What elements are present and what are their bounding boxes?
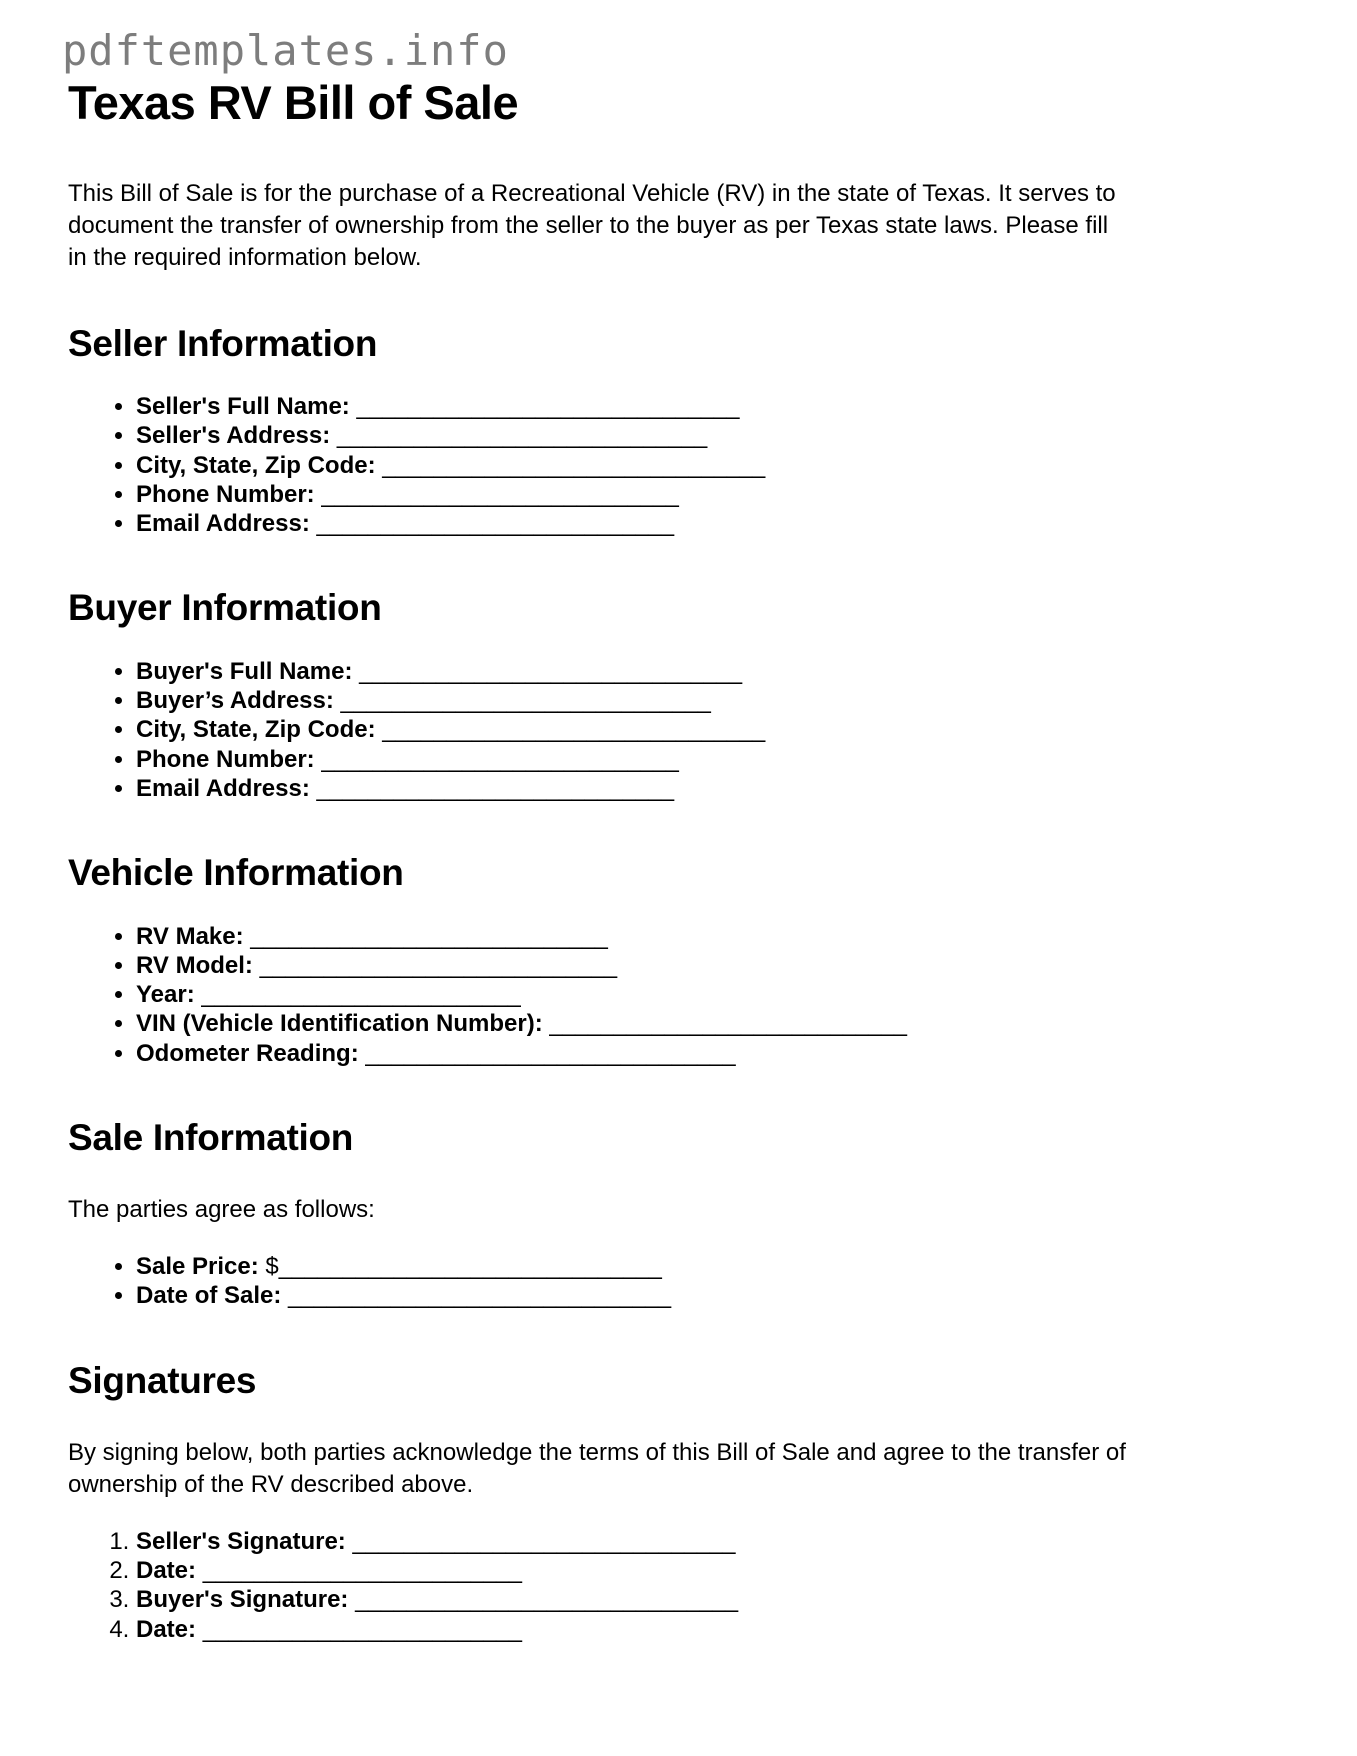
fill-in-line[interactable]: ____________________________ (259, 951, 617, 979)
field-label: Email Address: (136, 510, 310, 538)
list-item (136, 922, 1277, 951)
field-label: VIN (Vehicle Identification Number): (136, 1010, 543, 1038)
list-item (136, 1281, 1277, 1310)
fill-in-line[interactable]: ______________________________ (352, 1527, 735, 1555)
list-item (136, 1009, 1277, 1038)
list-item (136, 951, 1277, 980)
seller-field-list (30, 392, 1277, 538)
field-label: Seller's Full Name: (136, 393, 350, 421)
field-label: RV Model: (136, 951, 253, 979)
list-item (136, 1556, 1277, 1585)
section-heading-sale: Sale Information (68, 1116, 354, 1158)
section-heading-buyer: Buyer Information (68, 587, 382, 629)
list-item (136, 715, 1277, 744)
sale-intro-text: The parties agree as follows: (68, 1196, 375, 1224)
fill-in-line[interactable]: ______________________________ (355, 1586, 738, 1614)
list-item (136, 745, 1277, 774)
list-item (136, 686, 1277, 715)
intro-paragraph: This Bill of Sale is for the purchase of a Recreational Vehicle (RV) in the state of Texas. It serves to document the transfer of ownership from the seller to the buyer as per Texas state laws. Please fill in the required information below. (68, 180, 1116, 271)
field-label: Date: (136, 1557, 197, 1585)
buyer-field-list (30, 657, 1277, 803)
field-label: Phone Number: (136, 745, 315, 773)
list-item (136, 657, 1277, 686)
page-title: Texas RV Bill of Sale (68, 76, 519, 129)
field-label: Buyer's Signature: (136, 1586, 349, 1614)
fill-in-line[interactable]: ______________________________ (359, 657, 742, 685)
fill-in-line[interactable]: ____________________________ (316, 510, 674, 538)
list-item (136, 774, 1277, 803)
fill-in-line[interactable]: ______________________________ (382, 451, 765, 479)
field-label: RV Make: (136, 922, 244, 950)
list-item (136, 980, 1277, 1009)
signature-field-list (30, 1527, 1277, 1644)
field-label: Sale Price: (136, 1253, 259, 1281)
section-heading-vehicle: Vehicle Information (68, 852, 404, 894)
fill-in-line[interactable]: ______________________________ (288, 1282, 671, 1310)
field-label: Date: (136, 1615, 197, 1643)
list-item (136, 1252, 1277, 1281)
fill-in-line[interactable]: ____________________________ (250, 922, 608, 950)
fill-in-line[interactable]: ______________________________ (356, 393, 739, 421)
fill-in-line[interactable]: _____________________________ (340, 687, 711, 715)
field-label: Buyer’s Address: (136, 687, 334, 715)
field-label: Email Address: (136, 774, 310, 802)
field-label: Seller's Signature: (136, 1527, 346, 1555)
list-item (136, 509, 1277, 538)
fill-in-line[interactable]: _________________________ (202, 1557, 522, 1585)
field-label: City, State, Zip Code: (136, 716, 376, 744)
field-label: Year: (136, 981, 195, 1009)
site-watermark: pdftemplates.info (62, 26, 509, 75)
vehicle-field-list (30, 922, 1277, 1068)
list-item (136, 421, 1277, 450)
fill-in-line[interactable]: ____________________________ (321, 745, 679, 773)
list-item (136, 480, 1277, 509)
field-label: Buyer's Full Name: (136, 657, 353, 685)
field-label: Phone Number: (136, 480, 315, 508)
field-label: City, State, Zip Code: (136, 451, 376, 479)
fill-in-line[interactable]: _________________________ (201, 981, 521, 1009)
field-label: Seller's Address: (136, 422, 331, 450)
signatures-intro-text: By signing below, both parties acknowledge the terms of this Bill of Sale and agree to the transfer of ownership of the RV described above. (68, 1439, 1126, 1499)
field-label: Date of Sale: (136, 1282, 282, 1310)
list-item (136, 1585, 1277, 1614)
section-heading-seller: Seller Information (68, 322, 378, 364)
fill-in-line[interactable]: _________________________ (202, 1615, 522, 1643)
list-item (136, 1615, 1277, 1644)
list-item (136, 1527, 1277, 1556)
fill-in-line[interactable]: ____________________________ (321, 480, 679, 508)
fill-in-line[interactable]: ______________________________ (382, 716, 765, 744)
fill-in-line[interactable]: _____________________________ (336, 422, 707, 450)
field-label: Odometer Reading: (136, 1039, 359, 1067)
fill-in-line[interactable]: _____________________________ (365, 1039, 736, 1067)
section-heading-signatures: Signatures (68, 1359, 257, 1401)
fill-in-line[interactable]: ____________________________ (316, 774, 674, 802)
list-item (136, 451, 1277, 480)
currency-symbol: $ (265, 1253, 279, 1281)
fill-in-line[interactable]: ____________________________ (549, 1010, 907, 1038)
list-item (136, 392, 1277, 421)
fill-in-line[interactable]: ______________________________ (278, 1253, 662, 1281)
list-item (136, 1039, 1277, 1068)
sale-field-list (30, 1252, 1277, 1311)
